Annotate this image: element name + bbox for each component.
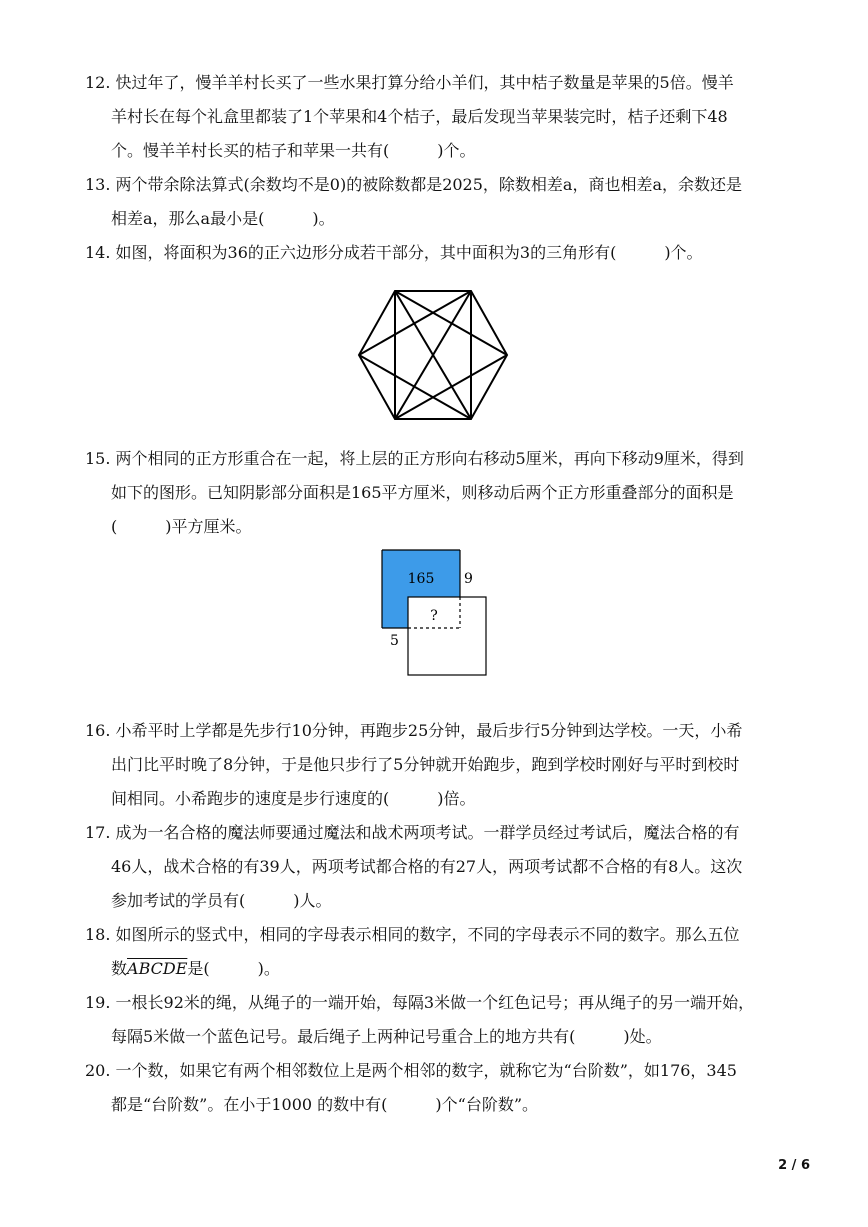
question-line: 14. 如图，将面积为36的正六边形分成若干部分，其中面积为3的三角形有( )个。 <box>85 243 703 262</box>
question-line: 19. 一根长92米的绳，从绳子的一端开始，每隔3米做一个红色记号；再从绳子的另一端开始， <box>85 993 755 1012</box>
diagonal-line <box>395 355 507 419</box>
question-13 <box>85 168 790 236</box>
diagonal-line <box>359 355 471 419</box>
right-distance-label: 5 <box>390 633 399 649</box>
question-19 <box>85 986 790 1054</box>
diagonal-line <box>359 291 471 355</box>
overlap-label: ? <box>430 608 438 624</box>
question-line: 每隔5米做一个蓝色记号。最后绳子上两种记号重合上的地方共有( )处。 <box>111 1027 662 1046</box>
down-distance-label: 9 <box>464 571 473 587</box>
question-line: 17. 成为一名合格的魔法师要通过魔法和战术两项考试。一群学员经过考试后，魔法合格的有 <box>85 823 740 842</box>
page-number: 2 / 6 <box>778 1158 810 1173</box>
question-17 <box>85 816 790 918</box>
question-14 <box>85 236 790 270</box>
shaded-area-label: 165 <box>407 571 435 587</box>
question-line: 16. 小希平时上学都是先步行10分钟，再跑步25分钟，最后步行5分钟到达学校。一天，小希 <box>85 721 743 740</box>
question-line: 相差a，那么a最小是( )。 <box>111 209 335 228</box>
question-line: 46人，战术合格的有39人，两项考试都合格的有27人，两项考试都不合格的有8人。这次 <box>111 857 743 876</box>
question-line: 羊村长在每个礼盒里都装了1个苹果和4个桔子，最后发现当苹果装完时，桔子还剩下48 <box>111 107 728 126</box>
lower-square <box>408 597 486 675</box>
question-line: 15. 两个相同的正方形重合在一起，将上层的正方形向右移动5厘米，再向下移动9厘米，得到 <box>85 449 744 468</box>
question-line: 18. 如图所示的竖式中，相同的字母表示相同的数字，不同的字母表示不同的数字。那么五位 <box>85 925 740 944</box>
question-line: 13. 两个带余除法算式(余数均不是0)的被除数都是2025，除数相差a，商也相差a，余数还是 <box>85 175 742 194</box>
question-line: ( )平方厘米。 <box>111 517 252 536</box>
question-line: 都是“台阶数”。在小于1000 的数中有( )个“台阶数”。 <box>111 1095 539 1114</box>
question-line: 参加考试的学员有( )人。 <box>111 891 332 910</box>
question-line: 间相同。小希跑步的速度是步行速度的( )倍。 <box>111 789 476 808</box>
question-20 <box>85 1054 790 1122</box>
question-18 <box>85 918 790 986</box>
question-16 <box>85 714 790 816</box>
question-line: 12. 快过年了，慢羊羊村长买了一些水果打算分给小羊们，其中桔子数量是苹果的5倍。慢羊 <box>85 73 734 92</box>
question-12 <box>85 66 790 168</box>
hexagon-figure <box>355 288 511 422</box>
text-prefix: 数 <box>111 959 128 978</box>
question-line: 如下的图形。已知阴影部分面积是165平方厘米，则移动后两个正方形重叠部分的面积是 <box>111 483 734 502</box>
squares-figure <box>376 545 496 680</box>
question-15 <box>85 442 790 544</box>
question-line: 20. 一个数，如果它有两个相邻数位上是两个相邻的数字，就称它为“台阶数”，如176，345 <box>85 1061 737 1080</box>
question-line: 出门比平时晚了8分钟，于是他只步行了5分钟就开始跑步，跑到学校时刚好与平时到校时 <box>111 755 740 774</box>
overlined-number: ABCDE <box>127 959 188 978</box>
question-line: 个。慢羊羊村长买的桔子和苹果一共有( )个。 <box>111 141 476 160</box>
question-line <box>85 952 790 986</box>
text-suffix: 是( )。 <box>187 959 280 978</box>
